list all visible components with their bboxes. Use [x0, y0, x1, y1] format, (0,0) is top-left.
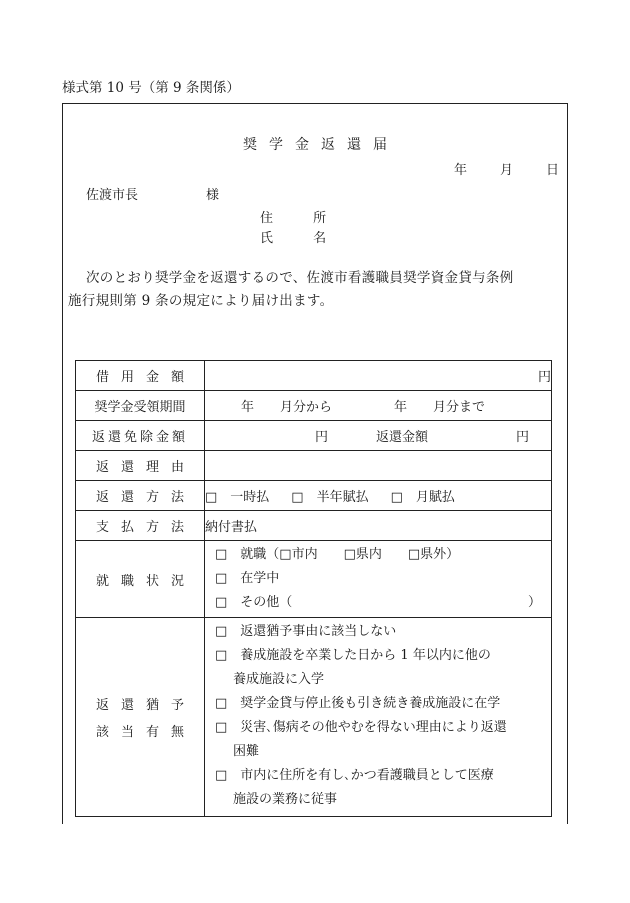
- method-option-semiannual[interactable]: □ 半年賦払: [291, 490, 369, 505]
- deferral-label-line-1: 返還猶予: [95, 698, 196, 713]
- repay-amount-unit: 円: [516, 430, 530, 445]
- name-label: 氏 名: [260, 231, 345, 246]
- table-row: [76, 391, 552, 421]
- payment-value: 納付書払: [205, 511, 552, 541]
- address-label: 住 所: [260, 211, 345, 226]
- employment-label: 就職状況: [76, 541, 205, 618]
- deferral-option-none[interactable]: □ 返還猶予事由に該当しない: [215, 624, 397, 639]
- period-from-year: 年: [241, 400, 255, 415]
- deferral-option-reenroll-cont: 養成施設に入学: [233, 672, 325, 687]
- period-to-year: 年: [394, 400, 408, 415]
- employment-options: [205, 541, 552, 618]
- method-option-monthly[interactable]: □ 月賦払: [390, 490, 455, 505]
- table-row: [76, 421, 552, 451]
- table-row: [76, 481, 552, 511]
- date-month-label: 月: [500, 163, 514, 178]
- deferral-option-employed-local[interactable]: □ 市内に住所を有し､かつ看護職員として医療: [215, 768, 494, 783]
- document-title: 奨学金返還届: [243, 137, 399, 153]
- date-year-label: 年: [454, 163, 468, 178]
- deferral-options: [205, 618, 552, 817]
- method-label: 返還方法: [76, 481, 205, 511]
- method-option-lump-sum[interactable]: □ 一時払: [205, 490, 270, 505]
- table-row: [76, 541, 552, 618]
- loan-amount-label: 借用金額: [76, 361, 205, 391]
- date-day-label: 日: [546, 163, 560, 178]
- exemption-unit: 円: [315, 430, 329, 445]
- table-row: [76, 361, 552, 391]
- deferral-label: [76, 618, 205, 817]
- table-row: [76, 511, 552, 541]
- repay-amount-label: 返還金額: [376, 430, 429, 445]
- period-from-month: 月分から: [280, 400, 333, 415]
- payment-label: 支払方法: [76, 511, 205, 541]
- body-text-line-1: 次のとおり奨学金を返還するので、佐渡市看護職員奨学資金貸与条例: [86, 270, 514, 286]
- deferral-option-hardship-cont: 困難: [233, 744, 260, 759]
- method-options: [205, 481, 552, 511]
- exemption-label: 返還免除金額: [76, 421, 205, 451]
- employment-option-other[interactable]: □ その他（ ）: [215, 595, 541, 610]
- deferral-option-reenroll[interactable]: □ 養成施設を卒業した日から 1 年以内に他の: [215, 648, 491, 663]
- reason-label: 返還理由: [76, 451, 205, 481]
- deferral-label-line-2: 該当有無: [95, 725, 196, 740]
- addressee-name: 佐渡市長: [86, 188, 139, 203]
- exemption-field[interactable]: [205, 421, 552, 451]
- employment-option-student[interactable]: □ 在学中: [215, 571, 280, 586]
- return-form-table: [75, 360, 552, 817]
- deferral-option-employed-local-cont: 施設の業務に従事: [233, 792, 338, 807]
- table-row: [76, 451, 552, 481]
- deferral-option-hardship[interactable]: □ 災害､傷病その他やむを得ない理由により返還: [215, 720, 507, 735]
- deferral-option-still-enrolled[interactable]: □ 奨学金貸与停止後も引き続き養成施設に在学: [215, 696, 501, 711]
- period-to-month: 月分まで: [433, 400, 486, 415]
- body-text-line-2: 施行規則第 9 条の規定により届け出ます。: [68, 293, 334, 309]
- loan-amount-unit: 円: [537, 370, 551, 385]
- period-label: 奨学金受領期間: [76, 391, 205, 421]
- table-row: [76, 618, 552, 817]
- form-number-label: 様式第 10 号（第 9 条関係）: [62, 80, 240, 96]
- employment-option-employed[interactable]: □ 就職（□市内 □県内 □県外）: [215, 547, 460, 562]
- loan-amount-field[interactable]: [205, 361, 552, 391]
- period-field[interactable]: [205, 391, 552, 421]
- reason-field[interactable]: [205, 451, 552, 481]
- addressee-suffix: 様: [206, 188, 220, 203]
